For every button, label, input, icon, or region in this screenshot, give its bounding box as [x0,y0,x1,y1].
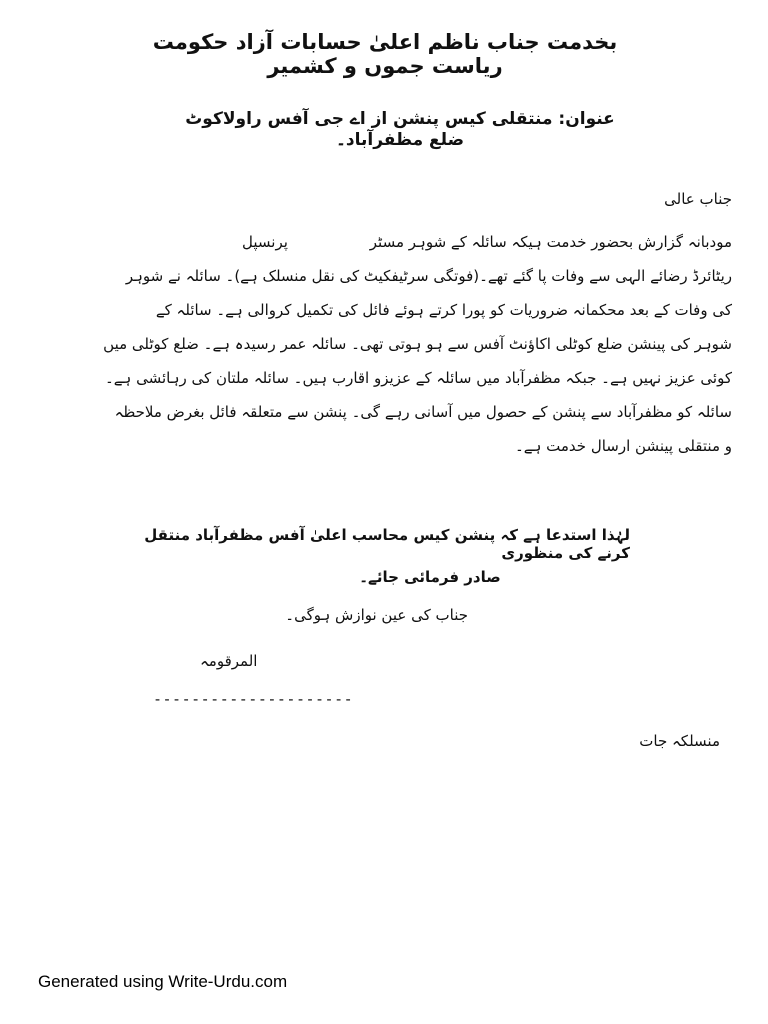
letter-subject: عنوان: منتقلی کیس پنشن از اے جی آفس راولاکوٹ ضلع مظفرآباد۔ [185,109,615,150]
letter-body [103,225,732,463]
body-line: ریٹائرڈ رضائے الہی سے وفات پا گئے تھے۔(فوتگی سرٹیفکیٹ کی نقل منسلک ہے)۔ سائلہ نے شوہر [125,267,732,285]
salutation: جناب عالی [664,190,732,208]
body-opening-line [172,225,732,259]
request-line: لہٰذا استدعا ہے کہ پنشن کیس محاسب اعلیٰ آفس مظفرآباد منتقل کرنے کی منظوری [144,526,630,562]
body-line: کی وفات کے بعد محکمانہ ضروریات کو پورا کرتے ہوئے فائل کی تکمیل کروالی ہے۔ سائلہ کے [155,301,732,319]
closing-courtesy: جناب کی عین نوازش ہوگی۔ [285,606,468,624]
generator-footer: Generated using Write-Urdu.com [38,972,288,991]
body-line: کوئی عزیز نہیں ہے۔ جبکہ مظفرآباد میں سائلہ کے عزیزو اقارب ہیں۔ سائلہ ملتان کی رہائشی ہے۔ [104,369,732,387]
signed-by-label: المرقومہ [200,652,258,670]
body-line: سائلہ کو مظفرآباد سے پنشن کے حصول میں آسانی رہے گی۔ پنشن سے متعلقہ فائل بغرض ملاحظہ [114,403,732,421]
request-line-continuation: صادر فرمائی جائے۔ [359,568,501,586]
enclosures-label: منسلکہ جات [639,732,720,750]
body-last-line: و منتقلی پینشن ارسال خدمت ہے۔ [515,437,732,455]
body-line: شوہر کی پینشن ضلع کوٹلی اکاؤنٹ آفس سے ہو ہوتی تھی۔ سائلہ عمر رسیدہ ہے۔ ضلع کوٹلی میں [103,335,732,353]
letter-heading: بخدمت جناب ناظم اعلیٰ حسابات آزاد حکومت ریاست جموں و کشمیر [152,30,618,78]
opening-title: پرنسپل [242,233,288,251]
opening-text: مودبانہ گزارش بحضور خدمت ہیکہ سائلہ کے شوہر مسٹر [369,233,732,251]
signature-line: --------------------- [153,690,354,708]
